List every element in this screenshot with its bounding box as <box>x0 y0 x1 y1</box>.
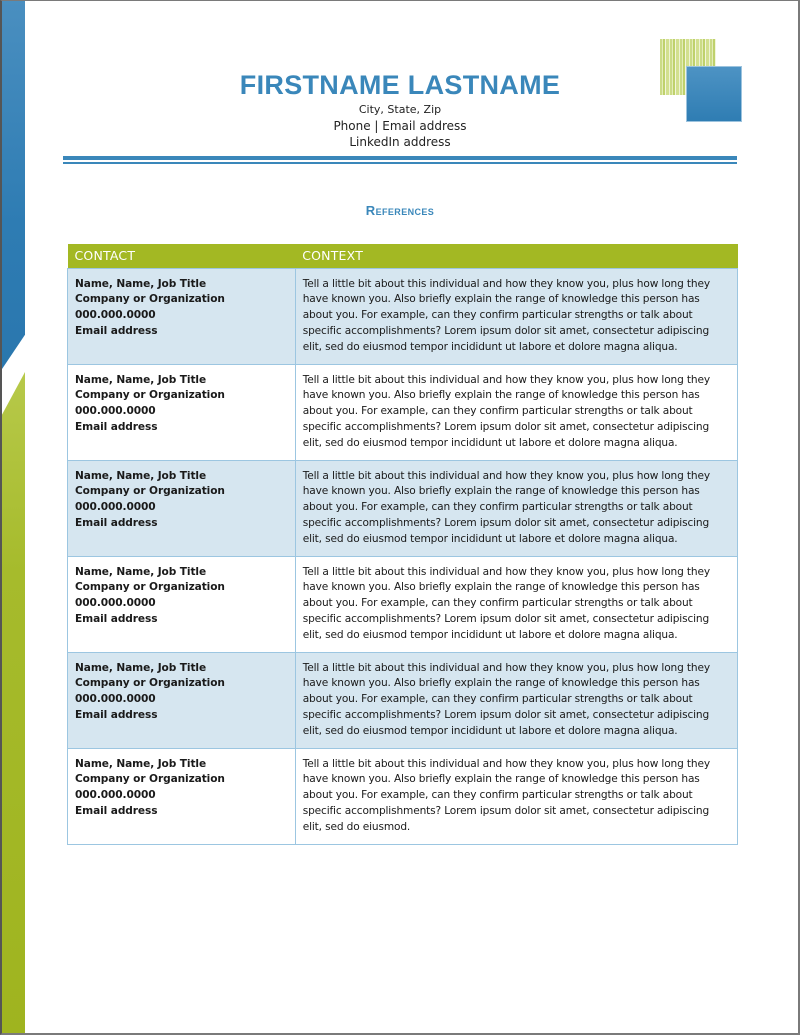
reference-phone: 000.000.0000 <box>75 597 156 610</box>
full-name: FIRSTNAME LASTNAME <box>239 70 561 100</box>
contact-cell <box>68 364 296 460</box>
table-row <box>68 748 738 844</box>
column-header-context: CONTEXT <box>295 244 737 268</box>
reference-email: Email address <box>75 805 158 818</box>
contact-cell <box>68 460 296 556</box>
city-state-zip: City, State, Zip <box>358 103 442 116</box>
resume-header <box>63 68 737 150</box>
header-divider-thin <box>63 162 737 164</box>
header-divider-thick <box>63 156 737 160</box>
reference-name: Name, Name, Job Title <box>75 757 207 770</box>
reference-email: Email address <box>75 325 158 338</box>
table-row <box>68 364 738 460</box>
contact-cell <box>68 556 296 652</box>
table-row <box>68 268 738 364</box>
context-cell: Tell a little bit about this individual and how they know you, plus how long they have known you. Also briefly explain the range of knowledge this person has about you. For example, can they confirm particular strengths or talk about specific accomplishments? Lorem ipsum dolor sit amet, consectetur adipiscing elit, sed do eiusmod tempor incididunt ut labore et dolore magna aliqua. <box>295 556 737 652</box>
context-cell: Tell a little bit about this individual and how they know you, plus how long they have known you. Also briefly explain the range of knowledge this person has about you. For example, can they confirm particular strengths or talk about specific accomplishments? Lorem ipsum dolor sit amet, consectetur adipiscing elit, sed do eiusmod. <box>295 748 737 844</box>
context-cell: Tell a little bit about this individual and how they know you, plus how long they have known you. Also briefly explain the range of knowledge this person has about you. For example, can they confirm particular strengths or talk about specific accomplishments? Lorem ipsum dolor sit amet, consectetur adipiscing elit, sed do eiusmod tempor incididunt ut labore et dolore magna aliqua. <box>295 364 737 460</box>
section-title-references: References <box>365 203 435 218</box>
reference-phone: 000.000.0000 <box>75 309 156 322</box>
table-row <box>68 556 738 652</box>
reference-email: Email address <box>75 709 158 722</box>
reference-email: Email address <box>75 613 158 626</box>
reference-phone: 000.000.0000 <box>75 693 156 706</box>
contact-cell <box>68 652 296 748</box>
reference-name: Name, Name, Job Title <box>75 565 207 578</box>
context-cell: Tell a little bit about this individual and how they know you, plus how long they have known you. Also briefly explain the range of knowledge this person has about you. For example, can they confirm particular strengths or talk about specific accomplishments? Lorem ipsum dolor sit amet, consectetur adipiscing elit, sed do eiusmod tempor incididunt ut labore et dolore magna aliqua. <box>295 460 737 556</box>
phone-email: Phone | Email address <box>333 119 467 133</box>
context-cell: Tell a little bit about this individual and how they know you, plus how long they have known you. Also briefly explain the range of knowledge this person has about you. For example, can they confirm particular strengths or talk about specific accomplishments? Lorem ipsum dolor sit amet, consectetur adipiscing elit, sed do eiusmod tempor incididunt ut labore et dolore magna aliqua. <box>295 652 737 748</box>
reference-email: Email address <box>75 517 158 530</box>
reference-name: Name, Name, Job Title <box>75 277 207 290</box>
linkedin-address: LinkedIn address <box>349 135 451 149</box>
contact-cell <box>68 268 296 364</box>
table-row <box>68 460 738 556</box>
table-row <box>68 652 738 748</box>
context-cell: Tell a little bit about this individual and how they know you, plus how long they have known you. Also briefly explain the range of knowledge this person has about you. For example, can they confirm particular strengths or talk about specific accomplishments? Lorem ipsum dolor sit amet, consectetur adipiscing elit, sed do eiusmod tempor incididunt ut labore et dolore magna aliqua. <box>295 268 737 364</box>
reference-name: Name, Name, Job Title <box>75 661 207 674</box>
reference-company: Company or Organization <box>75 581 225 594</box>
reference-phone: 000.000.0000 <box>75 789 156 802</box>
left-bar-green-segment <box>0 372 25 1035</box>
reference-phone: 000.000.0000 <box>75 405 156 418</box>
reference-company: Company or Organization <box>75 293 225 306</box>
references-table <box>67 244 738 845</box>
table-header-row <box>68 244 738 268</box>
reference-company: Company or Organization <box>75 389 225 402</box>
reference-company: Company or Organization <box>75 773 225 786</box>
reference-company: Company or Organization <box>75 485 225 498</box>
reference-company: Company or Organization <box>75 677 225 690</box>
contact-cell <box>68 748 296 844</box>
left-decorative-bar <box>0 0 25 1035</box>
left-bar-blue-segment <box>0 0 25 372</box>
reference-name: Name, Name, Job Title <box>75 373 207 386</box>
reference-phone: 000.000.0000 <box>75 501 156 514</box>
column-header-contact: CONTACT <box>68 244 296 268</box>
reference-email: Email address <box>75 421 158 434</box>
reference-name: Name, Name, Job Title <box>75 469 207 482</box>
